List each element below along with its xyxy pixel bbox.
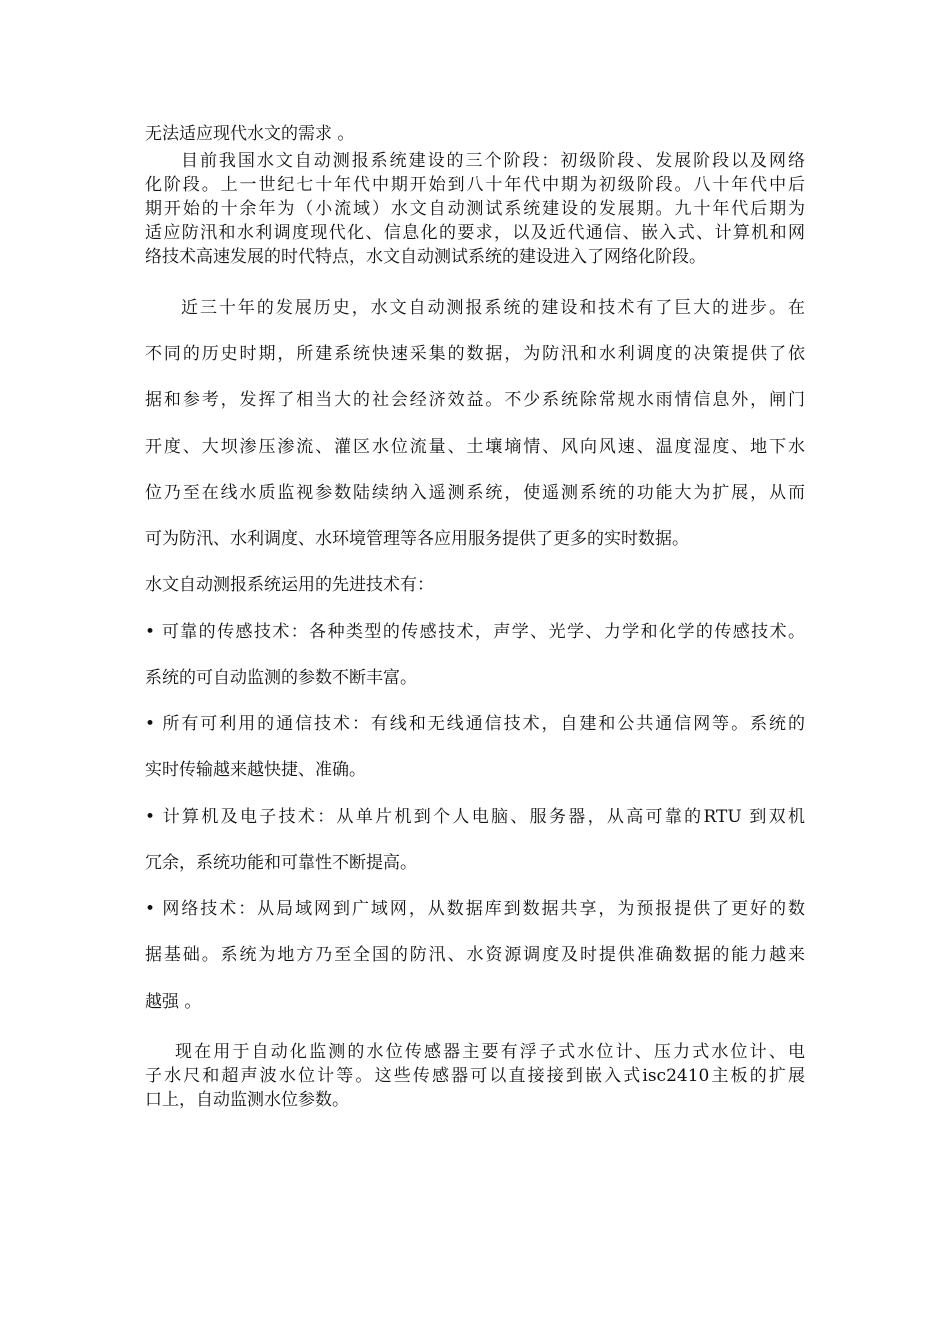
text-line: 口上，自动监测水位参数。	[145, 1090, 349, 1110]
text-line: 可为防汛、水利调度、水环境管理等各应用服务提供了更多的实时数据。	[145, 529, 689, 549]
text-line: 目前我国水文自动测报系统建设的三个阶段：初级阶段、发展阶段以及网络	[181, 151, 805, 171]
text-line: 不同的历史时期，所建系统快速采集的数据，为防汛和水利调度的决策提供了依	[145, 344, 805, 364]
text-line: 位乃至在线水质监视参数陆续纳入遥测系统，使遥测系统的功能大为扩展，从而	[145, 483, 805, 503]
bullet-line: • 网络技术：从局域网到广域网，从数据库到数据共享，为预报提供了更好的数	[145, 899, 805, 919]
bullet-line: • 可靠的传感技术：各种类型的传感技术，声学、光学、力学和化学的传感技术。	[145, 622, 805, 642]
text-line: 近三十年的发展历史，水文自动测报系统的建设和技术有了巨大的进步。在	[181, 298, 805, 318]
text-line: 开度、大坝渗压渗流、灌区水位流量、土壤墒情、风向风速、温度湿度、地下水	[145, 437, 805, 457]
text-line: 越强 。	[145, 992, 202, 1012]
text-line: 冗余，系统功能和可靠性不断提高。	[145, 853, 417, 873]
text-line: 子水尺和超声波水位计等。这些传感器可以直接接到嵌入式isc2410主板的扩展	[145, 1066, 805, 1086]
text-line: 化阶段。上一世纪七十年代中期开始到八十年代中期为初级阶段。八十年代中后	[145, 175, 805, 195]
text-line: 水文自动测报系统运用的先进技术有：	[145, 575, 434, 595]
text-line: 现在用于自动化监测的水位传感器主要有浮子式水位计、压力式水位计、电	[175, 1042, 805, 1062]
text-line: 期开始的十余年为（小流域）水文自动测试系统建设的发展期。九十年代后期为	[145, 199, 805, 219]
text-line: 据基础。系统为地方乃至全国的防汛、水资源调度及时提供准确数据的能力越来	[145, 945, 805, 965]
text-line: 适应防汛和水利调度现代化、信息化的要求，以及近代通信、嵌入式、计算机和网	[145, 223, 805, 243]
text-line: 据和参考，发挥了相当大的社会经济效益。不少系统除常规水雨情信息外，闸门	[145, 390, 805, 410]
text-line: 实时传输越来越快捷、准确。	[145, 760, 366, 780]
text-line: 络技术高速发展的时代特点，水文自动测试系统的建设进入了网络化阶段。	[145, 247, 706, 267]
bullet-line: • 计算机及电子技术：从单片机到个人电脑、服务器，从高可靠的RTU 到双机	[145, 807, 805, 827]
text-line: 无法适应现代水文的需求 。	[145, 124, 355, 144]
bullet-line: • 所有可利用的通信技术：有线和无线通信技术，自建和公共通信网等。系统的	[145, 714, 805, 734]
text-line: 系统的可自动监测的参数不断丰富。	[145, 668, 417, 688]
